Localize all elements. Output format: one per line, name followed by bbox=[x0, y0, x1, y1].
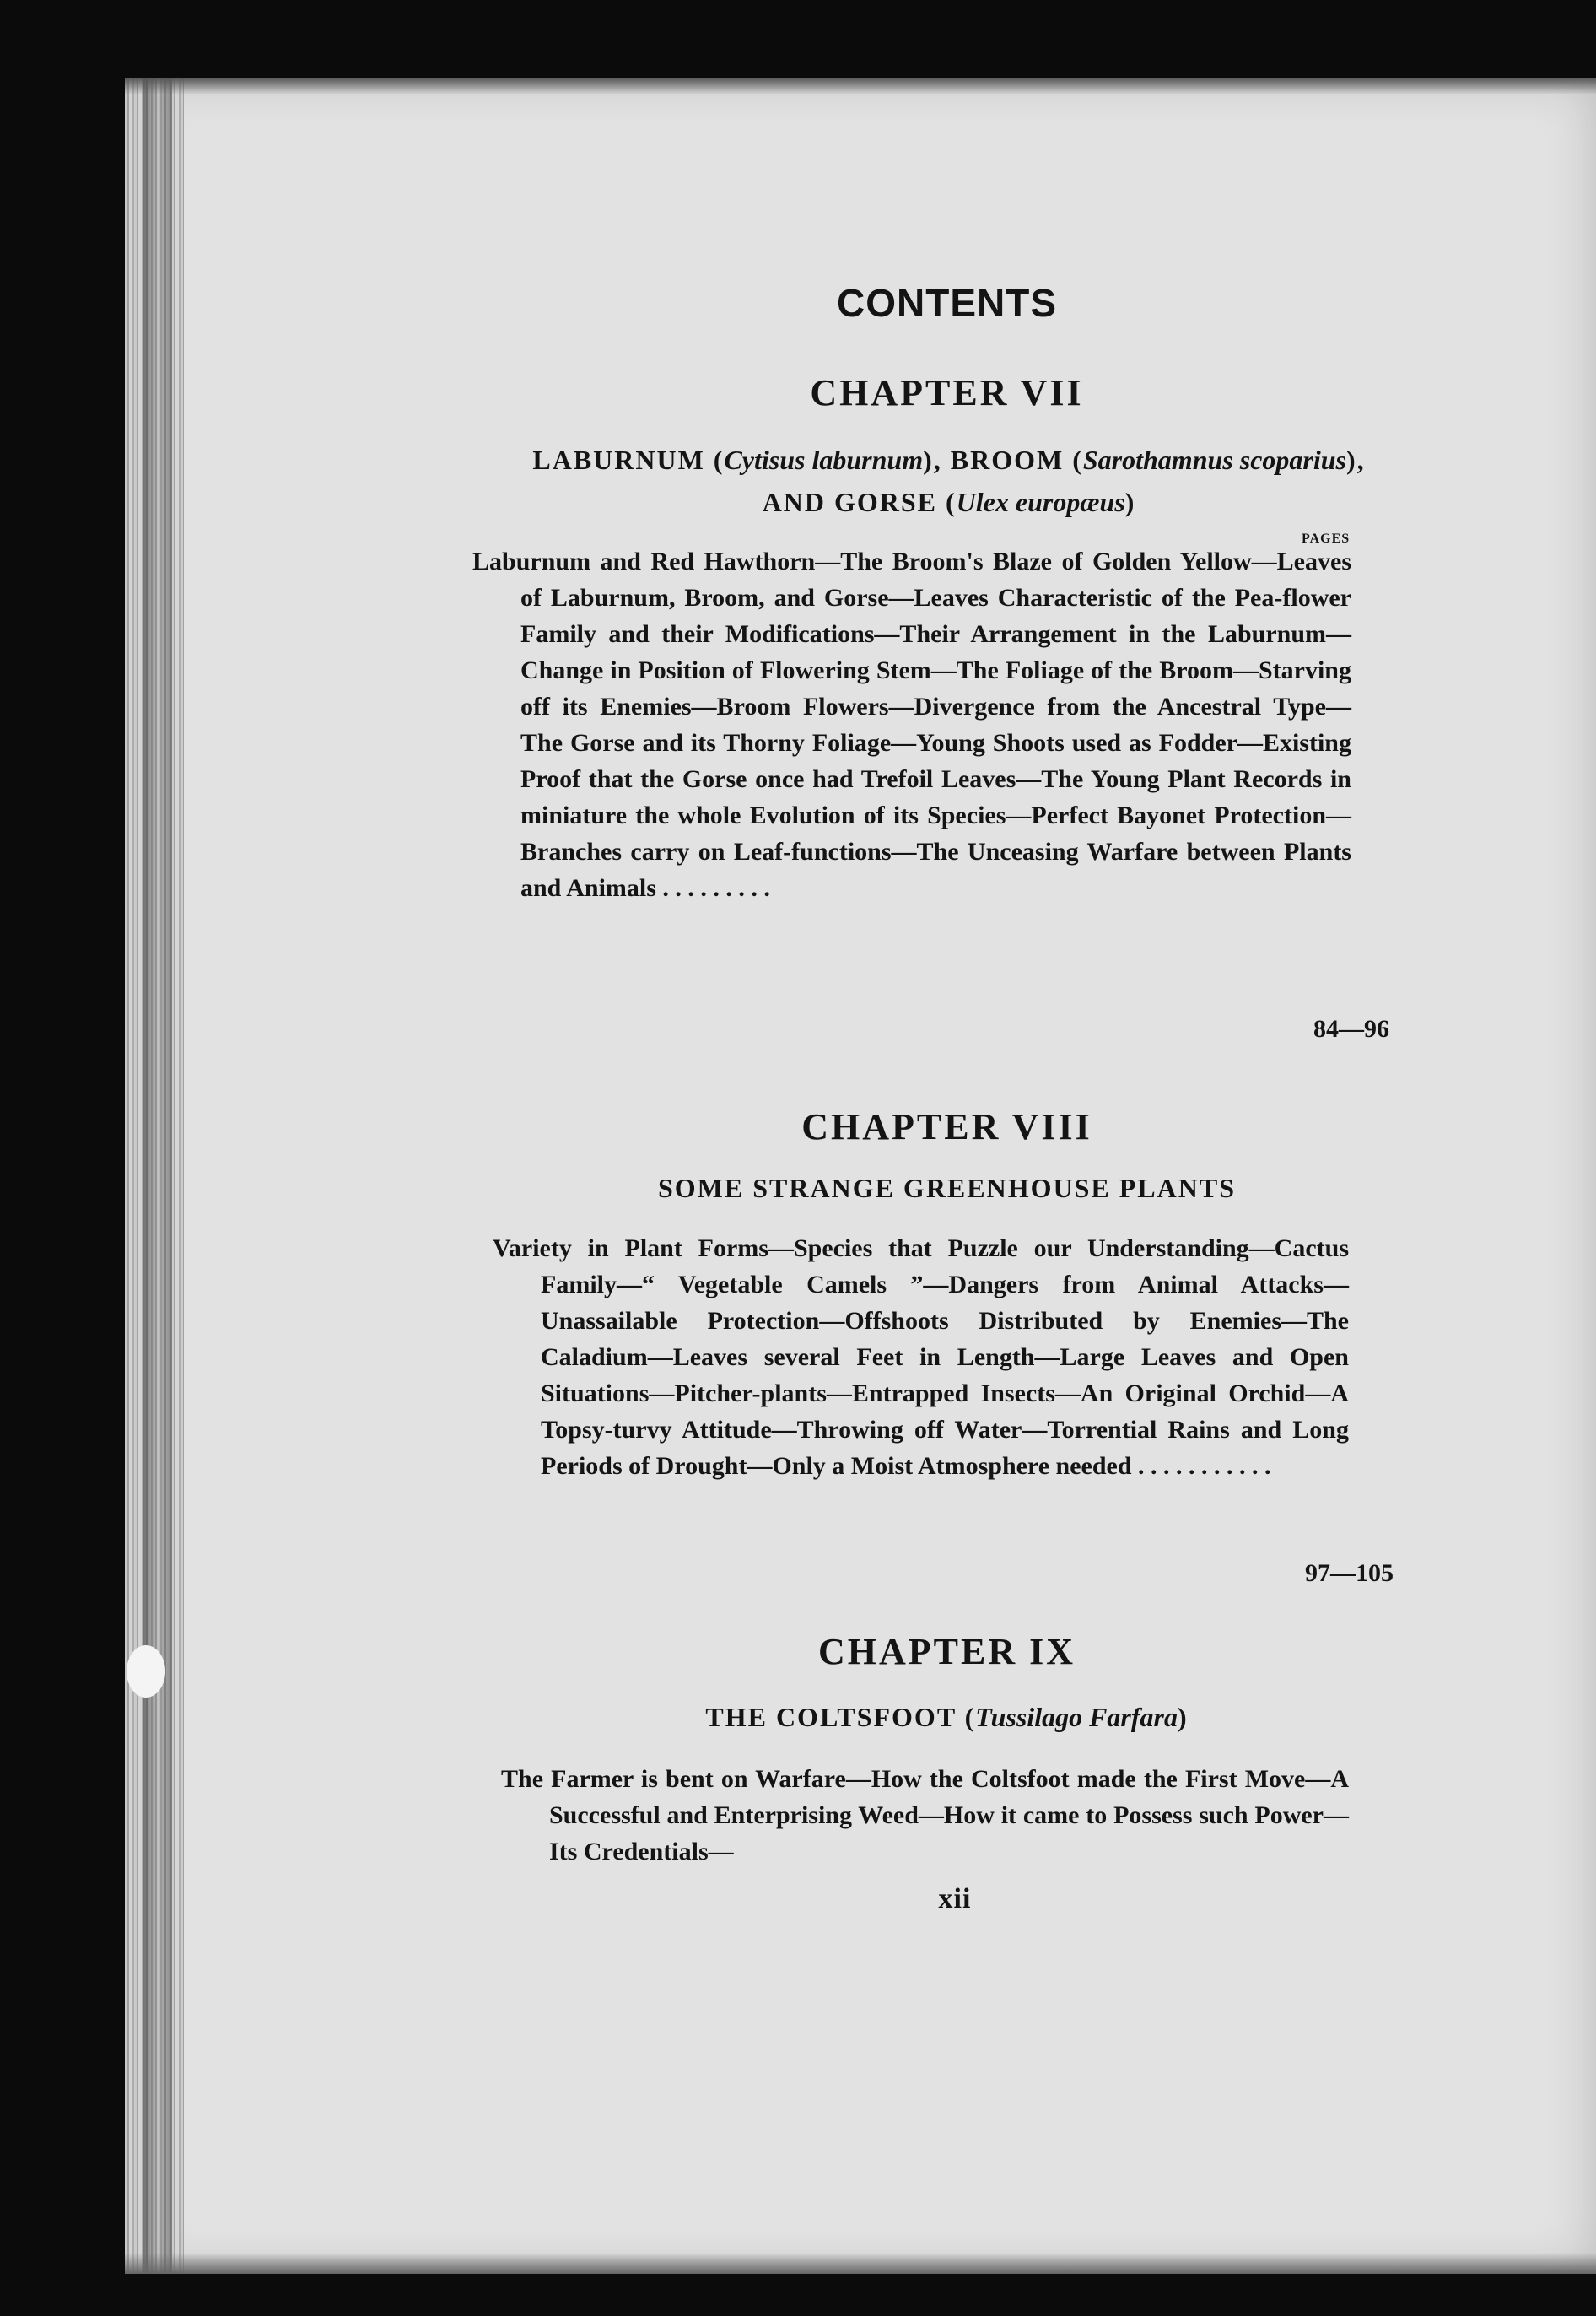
subtitle-latin: Tussilago Farfara bbox=[975, 1702, 1178, 1732]
summary-text: Laburnum and Red Hawthorn—The Broom's Blaze of Golden Yellow—Leaves of Laburnum, Broom, and Gorse—Leaves Characteristic of the Pea-flower Family and their Modifications—Their Arrangement in the Laburnum—Change in Position of Flowering Stem—The Foliage of the Broom—Starving off its Enemies—Broom Flowers—Divergence from the Ancestral Type—The Gorse and its Thorny Foliage—Young Shoots used as Fodder—Existing Proof that the Gorse once had Trefoil Leaves—The Young Plant Records in miniature the whole Evolution of its Species—Perfect Bayonet Protection—Branches carry on Leaf-functions—The Unceasing Warfare between Plants and Animals bbox=[472, 548, 1351, 902]
chapter-8-subtitle: SOME STRANGE GREENHOUSE PLANTS bbox=[657, 1173, 1236, 1203]
chapter-9-summary: The Farmer is bent on Warfare—How the Coltsfoot made the First Move—A Successful and Enterprising Weed—How it came to Possess such Power—Its Credentials— bbox=[501, 1765, 1349, 1865]
subtitle-text: ), AND GORSE ( bbox=[762, 445, 1366, 517]
summary-text: Variety in Plant Forms—Species that Puzzle our Understanding—Cactus Family—“ Vegetable Camels ”—Dangers from Animal Attacks—Unassailable Protection—Offshoots Distributed by Enemies—The Caladium—Leaves several Feet in Length—Large Leaves and Open Situations—Pitcher-plants—Entrapped Insects—An Original Orchid—A Topsy-turvy Attitude—Throwing off Water—Torrential Rains and Long Periods of Drought—Only a Moist Atmosphere needed bbox=[493, 1234, 1349, 1480]
contents-title: CONTENTS bbox=[837, 281, 1057, 325]
bottom-shadow bbox=[125, 2253, 1596, 2274]
chapter-8-summary bbox=[493, 1230, 1349, 1484]
top-shadow bbox=[125, 78, 1596, 94]
subtitle-latin: Ulex europæus bbox=[956, 487, 1125, 517]
subtitle-text: ), BROOM ( bbox=[923, 445, 1083, 475]
subtitle-latin: Sarothamnus scoparius bbox=[1082, 445, 1346, 475]
chapter-9-subtitle bbox=[472, 1696, 1421, 1738]
subtitle-text: LABURNUM ( bbox=[532, 445, 725, 475]
dot-leaders: . . . . . . . . . bbox=[655, 874, 770, 902]
subtitle-text: ) bbox=[1177, 1702, 1189, 1732]
chapter-9-heading: CHAPTER IX bbox=[817, 1631, 1076, 1672]
chapter-7-summary bbox=[472, 543, 1351, 906]
chapter-8-heading: CHAPTER VIII bbox=[801, 1106, 1092, 1147]
subtitle-latin: Cytisus laburnum bbox=[724, 445, 924, 475]
gutter-shadow bbox=[143, 78, 172, 2274]
page-number: xii bbox=[938, 1883, 972, 1914]
chapter-7-heading: CHAPTER VII bbox=[810, 372, 1084, 413]
subtitle-text: ) bbox=[1124, 487, 1136, 517]
chapter-7-pages: 84—96 bbox=[1313, 1015, 1389, 1043]
chapter-7-subtitle bbox=[506, 439, 1392, 523]
chapter-8-pages: 97—105 bbox=[1305, 1559, 1394, 1587]
paper-blemish bbox=[127, 1645, 165, 1698]
dot-leaders: . . . . . . . . . . . bbox=[1131, 1452, 1271, 1480]
subtitle-text: THE COLTSFOOT ( bbox=[705, 1702, 976, 1732]
pages-column-label: PAGES bbox=[1302, 532, 1351, 546]
